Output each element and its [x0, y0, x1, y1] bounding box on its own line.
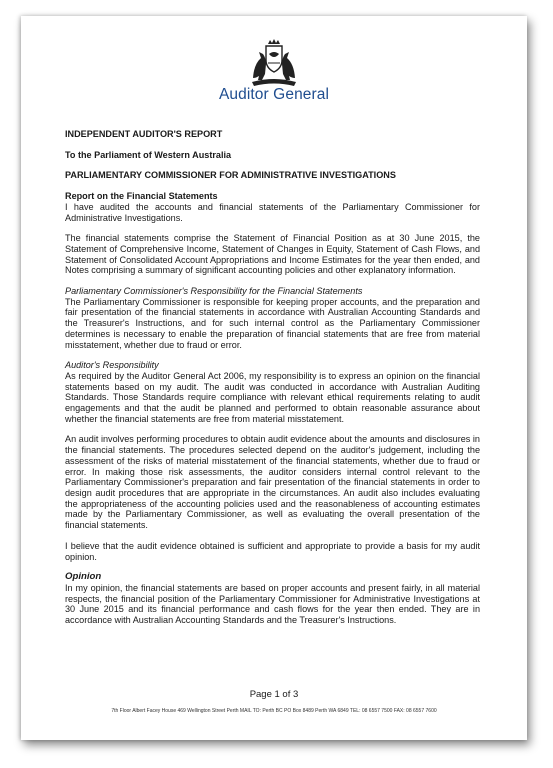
- report-entity: PARLIAMENTARY COMMISSIONER FOR ADMINISTRATIVE INVESTIGATIONS: [65, 170, 396, 181]
- paragraph: As required by the Auditor General Act 2006, my responsibility is to express an opinion on the financial statements based on my audit. The audit was conducted in accordance with Australian Auditing Standards. Those Standards require compliance with relevant ethical requirements relating to audit engagements and that the audit be planned and performed to obtain reasonable assurance about whether the financial statements are free from material misstatement.: [65, 370, 480, 424]
- paragraph: An audit involves performing procedures to obtain audit evidence about the amounts and disclosures in the financial statements. The procedures selected depend on the auditor's judgement, including the assessment of the risks of material misstatement of the financial statements, whether due to fraud or error. In making those risk assessments, the auditor considers internal control relevant to the Parliamentary Commissioner's preparation and fair presentation of the financial statements in order to design audit procedures that are appropriate in the circumstances. An audit also includes evaluating the appropriateness of the accounting policies used and the reasonableness of accounting estimates made by the Parliamentary Commissioner, as well as evaluating the overall presentation of the financial statements.: [65, 434, 480, 531]
- section-heading-commissioner-responsibility: Parliamentary Commissioner's Responsibility for the Financial Statements: [65, 286, 363, 297]
- paragraph: The financial statements comprise the Statement of Financial Position as at 30 June 2015, the Statement of Comprehensive Income, Statement of Changes in Equity, Statement of Cash Flows, and Statement of Consolidated Account Appropriations and Income Estimates for the year then ended, and Notes comprising a summary of significant accounting policies and other explanatory information.: [65, 233, 480, 276]
- report-addressee: To the Parliament of Western Australia: [65, 149, 232, 160]
- page-number: Page 1 of 3: [249, 689, 299, 700]
- state-coat-of-arms-icon: [244, 38, 304, 90]
- brand-name: Auditor General: [218, 86, 330, 103]
- paragraph: The Parliamentary Commissioner is responsible for keeping proper accounts, and the preparation and fair presentation of the financial statements in accordance with Australian Accounting Standards and the Treasurer's Instructions, and for such internal control as the Parliamentary Commissioner determines is necessary to enable the preparation of financial statements that are free from material misstatement, whether due to fraud or error.: [65, 296, 480, 350]
- section-heading-auditor-responsibility: Auditor's Responsibility: [65, 360, 159, 371]
- paragraph: I believe that the audit evidence obtained is sufficient and appropriate to provide a basis for my audit opinion.: [65, 540, 480, 562]
- paragraph: I have audited the accounts and financial statements of the Parliamentary Commissioner for Administrative Investigations.: [65, 201, 480, 223]
- report-body: [65, 129, 480, 626]
- section-heading-financial-statements: Report on the Financial Statements: [65, 191, 218, 202]
- paragraph: In my opinion, the financial statements are based on proper accounts and present fairly, in all material respects, the financial position of the Parliamentary Commissioner for Administrative Investigations at 30 June 2015 and its financial performance and cash flows for the year then ended. They are in accordance with Australian Accounting Standards and the Treasurer's Instructions.: [65, 582, 480, 626]
- document-page: [21, 16, 527, 740]
- report-title: INDEPENDENT AUDITOR'S REPORT: [65, 129, 223, 139]
- footer-address: 7th Floor Albert Facey House 469 Wellington Street Perth MAIL TO: Perth BC PO Box 8489 Perth WA 6849 TEL: 08 6557 7500 FAX: 08 6557 7600: [111, 708, 437, 714]
- section-heading-opinion: Opinion: [65, 571, 102, 583]
